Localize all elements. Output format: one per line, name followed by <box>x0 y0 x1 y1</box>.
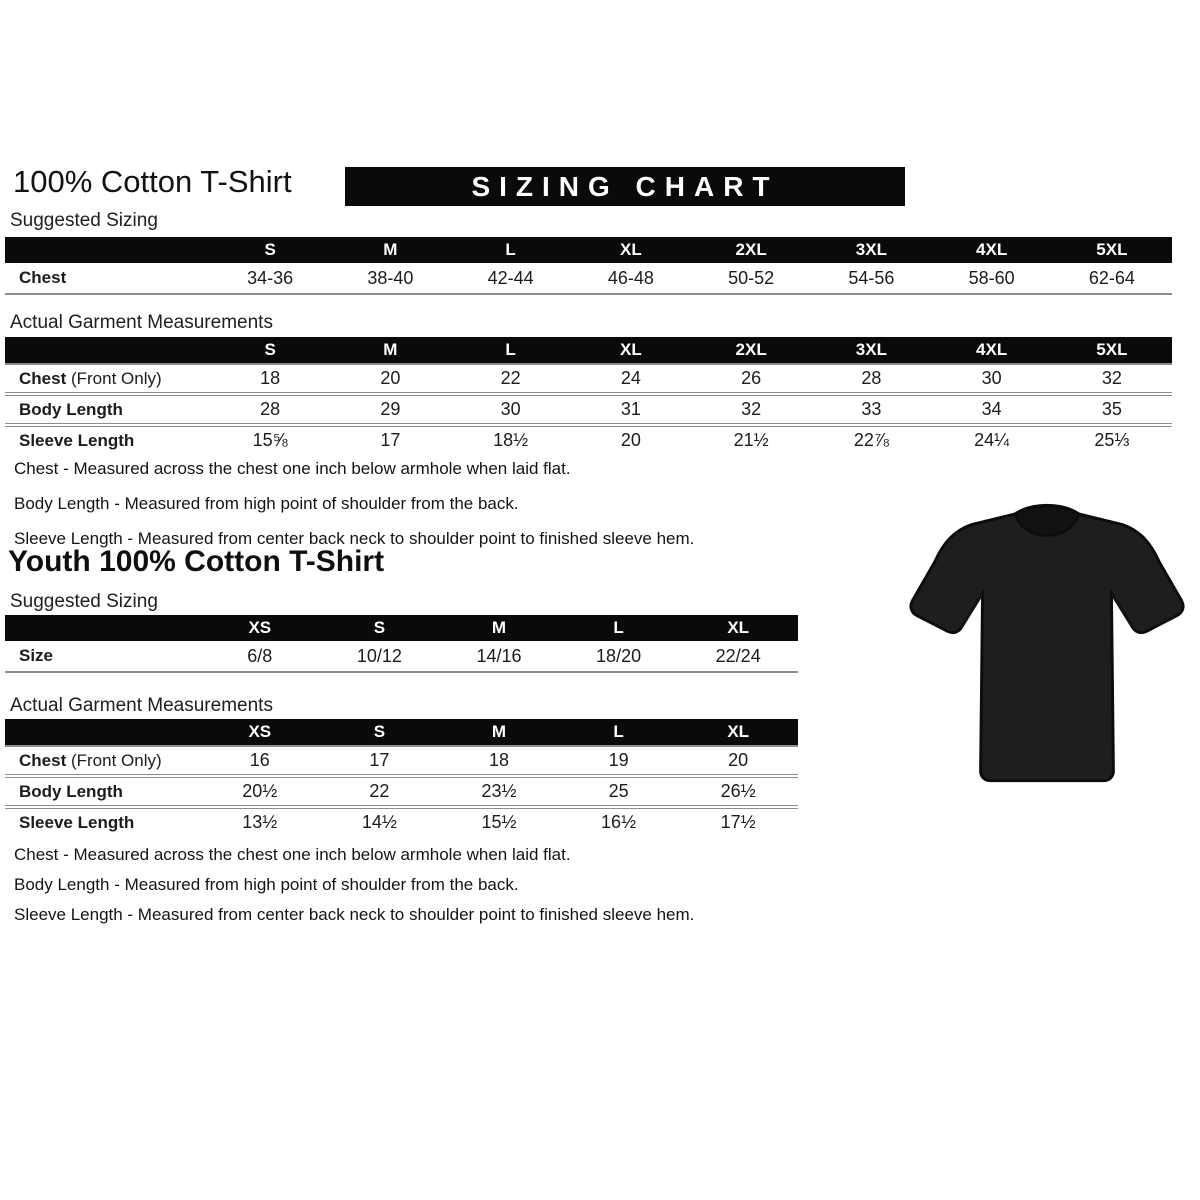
row-label-header-cell <box>5 337 210 364</box>
row-label: Chest (Front Only) <box>5 364 210 394</box>
measurement-cell: 21½ <box>691 425 811 454</box>
size-column-header: XL <box>571 337 691 364</box>
table-row <box>5 807 798 836</box>
measurement-cell: 22 <box>451 364 571 394</box>
youth-actual-measurements-table <box>5 719 798 836</box>
measurement-cell: 50-52 <box>691 263 811 294</box>
size-column-header: M <box>330 337 450 364</box>
size-column-header: 2XL <box>691 237 811 263</box>
size-column-header: 3XL <box>811 237 931 263</box>
adult-suggested-sizing-label: Suggested Sizing <box>10 210 158 231</box>
measurement-cell: 20 <box>330 364 450 394</box>
table-row <box>5 394 1172 425</box>
measurement-cell: 20 <box>571 425 691 454</box>
size-column-header: 4XL <box>932 337 1052 364</box>
size-header-row <box>5 615 798 641</box>
measurement-cell: 16 <box>200 746 320 776</box>
measurement-cell: 35 <box>1052 394 1172 425</box>
measurement-cell: 25⅓ <box>1052 425 1172 454</box>
size-column-header: XL <box>678 719 798 746</box>
note-chest: Chest - Measured across the chest one inch below armhole when laid flat. <box>14 845 571 864</box>
row-label-header-cell <box>5 719 200 746</box>
size-column-header: 5XL <box>1052 337 1172 364</box>
table-row <box>5 263 1172 294</box>
measurement-cell: 16½ <box>559 807 679 836</box>
table-row <box>5 641 798 672</box>
measurement-cell: 14½ <box>320 807 440 836</box>
measurement-cell: 30 <box>932 364 1052 394</box>
size-column-header: L <box>451 337 571 364</box>
size-column-header: L <box>451 237 571 263</box>
row-label: Sleeve Length <box>5 425 210 454</box>
size-header-row <box>5 719 798 746</box>
measurement-cell: 17 <box>330 425 450 454</box>
measurement-cell: 23½ <box>439 776 559 807</box>
size-column-header: L <box>559 719 679 746</box>
row-label: Body Length <box>5 776 200 807</box>
adult-actual-measurements-label: Actual Garment Measurements <box>10 312 273 333</box>
measurement-cell: 58-60 <box>932 263 1052 294</box>
measurement-cell: 46-48 <box>571 263 691 294</box>
measurement-cell: 19 <box>559 746 679 776</box>
measurement-cell: 22⅞ <box>811 425 931 454</box>
size-column-header: S <box>210 237 330 263</box>
table-row <box>5 746 798 776</box>
measurement-cell: 38-40 <box>330 263 450 294</box>
row-label: Body Length <box>5 394 210 425</box>
size-column-header: S <box>210 337 330 364</box>
size-column-header: 4XL <box>932 237 1052 263</box>
measurement-cell: 32 <box>691 394 811 425</box>
measurement-cell: 20½ <box>200 776 320 807</box>
measurement-cell: 32 <box>1052 364 1172 394</box>
size-column-header: 5XL <box>1052 237 1172 263</box>
measurement-cell: 24 <box>571 364 691 394</box>
measurement-cell: 18 <box>210 364 330 394</box>
tshirt-image <box>900 476 1194 808</box>
size-column-header: XS <box>200 615 320 641</box>
row-label: Chest (Front Only) <box>5 746 200 776</box>
size-header-row <box>5 337 1172 364</box>
measurement-cell: 17 <box>320 746 440 776</box>
row-label: Size <box>5 641 200 672</box>
sizing-chart-banner: SIZING CHART <box>345 167 905 206</box>
measurement-cell: 54-56 <box>811 263 931 294</box>
measurement-cell: 34 <box>932 394 1052 425</box>
measurement-cell: 28 <box>811 364 931 394</box>
size-column-header: L <box>559 615 679 641</box>
size-column-header: 2XL <box>691 337 811 364</box>
measurement-cell: 20 <box>678 746 798 776</box>
youth-actual-measurements-label: Actual Garment Measurements <box>10 695 273 716</box>
measurement-cell: 6/8 <box>200 641 320 672</box>
measurement-cell: 42-44 <box>451 263 571 294</box>
measurement-cell: 15⅝ <box>210 425 330 454</box>
measurement-cell: 34-36 <box>210 263 330 294</box>
measurement-cell: 62-64 <box>1052 263 1172 294</box>
youth-section-title: Youth 100% Cotton T-Shirt <box>8 545 385 578</box>
measurement-cell: 26½ <box>678 776 798 807</box>
measurement-cell: 18½ <box>451 425 571 454</box>
note-body-length: Body Length - Measured from high point of shoulder from the back. <box>14 875 519 894</box>
row-label: Sleeve Length <box>5 807 200 836</box>
note-chest: Chest - Measured across the chest one inch below armhole when laid flat. <box>14 459 571 478</box>
size-column-header: XL <box>678 615 798 641</box>
measurement-cell: 18/20 <box>559 641 679 672</box>
adult-section-title: 100% Cotton T-Shirt <box>13 164 292 199</box>
youth-suggested-sizing-label: Suggested Sizing <box>10 591 158 612</box>
measurement-cell: 15½ <box>439 807 559 836</box>
measurement-cell: 14/16 <box>439 641 559 672</box>
table-row <box>5 425 1172 454</box>
adult-actual-measurements-table <box>5 337 1172 454</box>
measurement-cell: 25 <box>559 776 679 807</box>
measurement-cell: 29 <box>330 394 450 425</box>
measurement-cell: 30 <box>451 394 571 425</box>
measurement-cell: 10/12 <box>320 641 440 672</box>
measurement-cell: 26 <box>691 364 811 394</box>
measurement-cell: 24¼ <box>932 425 1052 454</box>
size-column-header: S <box>320 719 440 746</box>
tshirt-body-shape <box>911 505 1183 780</box>
size-column-header: M <box>330 237 450 263</box>
measurement-cell: 33 <box>811 394 931 425</box>
measurement-cell: 28 <box>210 394 330 425</box>
youth-measurement-notes <box>14 844 694 934</box>
size-column-header: S <box>320 615 440 641</box>
adult-suggested-sizing-table <box>5 237 1172 295</box>
size-column-header: M <box>439 719 559 746</box>
measurement-cell: 31 <box>571 394 691 425</box>
row-label: Chest <box>5 263 210 294</box>
measurement-cell: 22 <box>320 776 440 807</box>
size-column-header: XS <box>200 719 320 746</box>
row-label-header-cell <box>5 615 200 641</box>
row-label-header-cell <box>5 237 210 263</box>
size-header-row <box>5 237 1172 263</box>
size-column-header: M <box>439 615 559 641</box>
measurement-cell: 17½ <box>678 807 798 836</box>
note-sleeve-length: Sleeve Length - Measured from center back neck to shoulder point to finished sleeve hem. <box>14 529 695 548</box>
youth-suggested-sizing-table <box>5 615 798 673</box>
measurement-cell: 18 <box>439 746 559 776</box>
measurement-cell: 22/24 <box>678 641 798 672</box>
note-body-length: Body Length - Measured from high point of shoulder from the back. <box>14 494 519 513</box>
table-row <box>5 776 798 807</box>
size-column-header: XL <box>571 237 691 263</box>
measurement-cell: 13½ <box>200 807 320 836</box>
note-sleeve-length: Sleeve Length - Measured from center back neck to shoulder point to finished sleeve hem. <box>14 905 695 924</box>
size-column-header: 3XL <box>811 337 931 364</box>
table-row <box>5 364 1172 394</box>
